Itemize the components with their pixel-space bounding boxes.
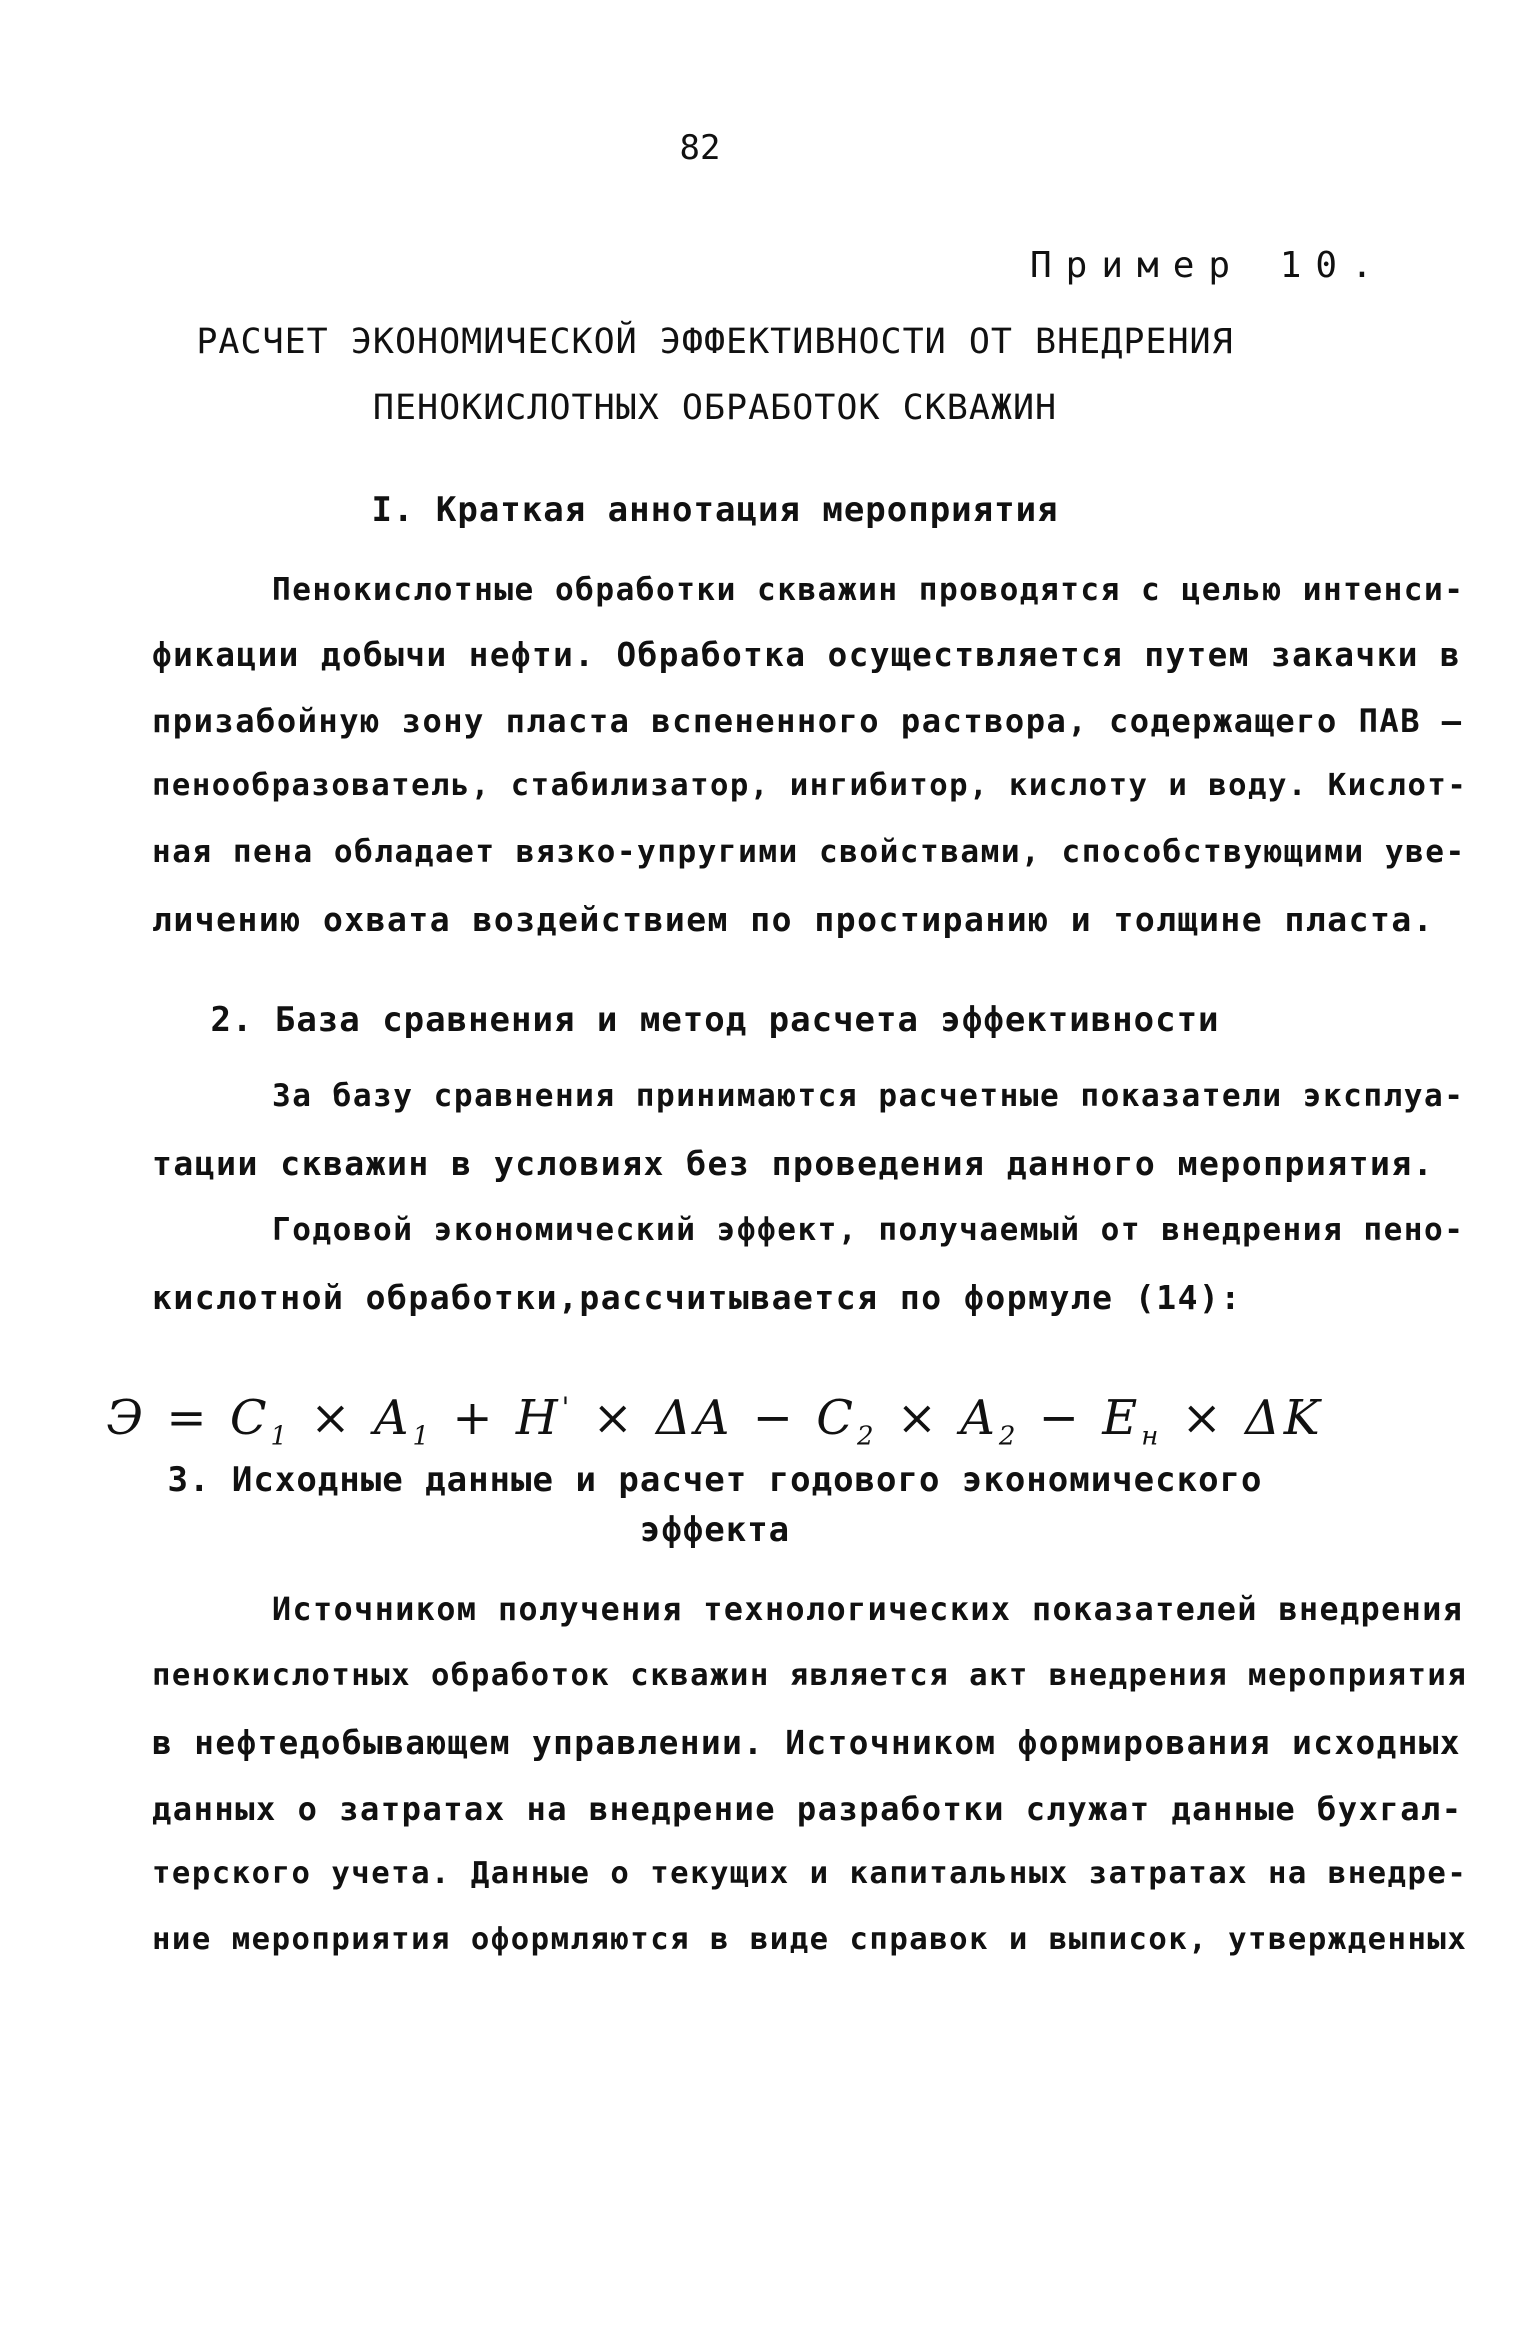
formula-operator: × (1181, 1390, 1226, 1446)
section-3-line: данных о затратах на внедрение разработки служат данные бухгал- (152, 1790, 1463, 1828)
formula-subscript: 2 (998, 1421, 1020, 1452)
formula-operator: × (896, 1390, 941, 1446)
section-1-line: ная пена обладает вязко-упругими свойствами, способствующими уве- (152, 834, 1466, 870)
formula-symbol: C (816, 1390, 857, 1446)
formula-operator: − (752, 1390, 797, 1446)
formula-operator: × (592, 1390, 637, 1446)
section-3-heading-line-1: 3. Исходные данные и расчет годового экономического (167, 1460, 1263, 1500)
formula-symbol: A (373, 1390, 413, 1446)
formula-symbol: A (960, 1390, 999, 1446)
section-2-line: тации скважин в условиях без проведения данного мероприятия. (152, 1144, 1435, 1183)
formula-operator: = (166, 1390, 211, 1446)
section-3-line: ние мероприятия оформляются в виде справок и выписок, утвержденных (152, 1922, 1468, 1957)
section-1-line: пенообразователь, стабилизатор, ингибитор, кислоту и воду. Кислот- (152, 768, 1468, 803)
economic-effect-formula (0, 1390, 1430, 1452)
section-3-heading-line-2: эффекта (639, 1510, 791, 1550)
section-2-line: Годовой экономический эффект, получаемый от внедрения пено- (272, 1212, 1465, 1248)
formula-subscript: 1 (270, 1421, 292, 1452)
section-3-line: в нефтедобывающем управлении. Источником формирования исходных (152, 1724, 1462, 1762)
formula-subscript: 2 (856, 1421, 878, 1452)
section-1-heading: I. Краткая аннотация мероприятия (371, 490, 1059, 530)
section-2-heading: 2. База сравнения и метод расчета эффективности (210, 1000, 1220, 1040)
formula-symbol: H (515, 1390, 562, 1446)
section-2-line: За базу сравнения принимаются расчетные показатели эксплуа- (272, 1078, 1465, 1114)
section-1-line: призабойную зону пласта вспененного раствора, содержащего ПАВ – (152, 702, 1463, 740)
formula-operator: × (310, 1390, 355, 1446)
formula-subscript: н (1141, 1421, 1163, 1452)
formula-symbol: ΔA (656, 1390, 734, 1446)
formula-operator: + (452, 1390, 497, 1446)
formula-symbol: ΔK (1245, 1390, 1324, 1446)
section-1-line: личению охвата воздействием по простиранию и толщине пласта. (152, 900, 1435, 939)
formula-symbol: Э (106, 1390, 148, 1446)
formula-subscript: 1 (412, 1421, 434, 1452)
formula-symbol: E (1102, 1390, 1142, 1446)
section-3-line: пенокислотных обработок скважин является акт внедрения мероприятия (152, 1658, 1468, 1693)
section-3-line: терского учета. Данные о текущих и капитальных затратах на внедре- (152, 1856, 1468, 1891)
example-label: Пример 10. (1030, 245, 1387, 286)
document-title-line-1: РАСЧЕТ ЭКОНОМИЧЕСКОЙ ЭФФЕКТИВНОСТИ ОТ ВНЕДРЕНИЯ (196, 322, 1234, 362)
section-3-line: Источником получения технологических показателей внедрения (272, 1592, 1464, 1628)
section-1-line: фикации добычи нефти. Обработка осуществляется путем закачки в (152, 636, 1462, 674)
formula-symbol: C (229, 1390, 271, 1446)
page-number: 82 (679, 128, 721, 168)
formula-superscript: ' (561, 1391, 574, 1424)
section-1-line: Пенокислотные обработки скважин проводятся с целью интенси- (272, 572, 1465, 608)
section-2-line: кислотной обработки,рассчитывается по формуле (14): (152, 1278, 1242, 1317)
document-title-line-2: ПЕНОКИСЛОТНЫХ ОБРАБОТОК СКВАЖИН (372, 388, 1058, 428)
formula-operator: − (1038, 1390, 1083, 1446)
